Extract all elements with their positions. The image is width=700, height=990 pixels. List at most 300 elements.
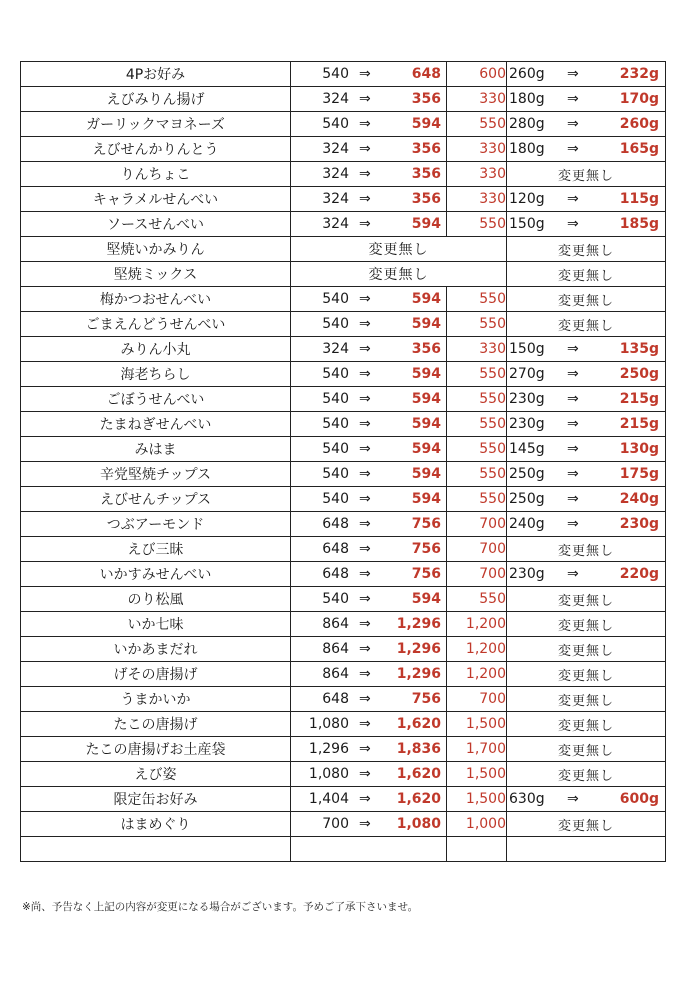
new-price: 594 [411, 366, 441, 382]
arrow-icon: ⇒ [359, 816, 371, 832]
base-price: 1,700 [447, 737, 507, 762]
arrow-icon: ⇒ [359, 391, 371, 407]
old-price: 648 [322, 541, 349, 557]
product-name: 4Pお好み [21, 62, 291, 87]
new-weight: 215g [619, 391, 659, 407]
old-weight: 250g [509, 466, 545, 482]
old-price: 540 [322, 116, 349, 132]
arrow-icon: ⇒ [359, 741, 371, 757]
arrow-icon: ⇒ [359, 166, 371, 182]
price-cell [291, 762, 447, 787]
price-cell [291, 512, 447, 537]
arrow-icon: ⇒ [567, 466, 579, 482]
old-price: 540 [322, 416, 349, 432]
arrow-icon: ⇒ [359, 216, 371, 232]
product-name: いかあまだれ [21, 637, 291, 662]
new-weight: 215g [619, 416, 659, 432]
arrow-icon: ⇒ [359, 341, 371, 357]
new-price: 594 [411, 441, 441, 457]
product-name: みはま [21, 437, 291, 462]
product-name: たこの唐揚げ [21, 712, 291, 737]
arrow-icon: ⇒ [359, 91, 371, 107]
new-price: 594 [411, 291, 441, 307]
table-row [21, 787, 666, 812]
base-price: 1,200 [447, 662, 507, 687]
old-weight: 270g [509, 366, 545, 382]
table-row [21, 337, 666, 362]
new-price: 594 [411, 316, 441, 332]
new-weight: 260g [619, 116, 659, 132]
base-price: 330 [447, 162, 507, 187]
product-name: ソースせんべい [21, 212, 291, 237]
arrow-icon: ⇒ [359, 316, 371, 332]
base-price: 550 [447, 487, 507, 512]
base-price: 700 [447, 537, 507, 562]
new-price: 356 [411, 141, 441, 157]
base-price: 700 [447, 562, 507, 587]
table-row [21, 612, 666, 637]
new-price: 356 [411, 341, 441, 357]
weight-cell [507, 587, 666, 612]
old-price: 540 [322, 441, 349, 457]
old-weight: 150g [509, 341, 545, 357]
old-price: 1,080 [308, 716, 349, 732]
new-price: 356 [411, 166, 441, 182]
arrow-icon: ⇒ [359, 641, 371, 657]
base-price: 550 [447, 287, 507, 312]
price-cell [291, 187, 447, 212]
weight-cell [507, 662, 666, 687]
product-name: えび姿 [21, 762, 291, 787]
weight-cell [507, 337, 666, 362]
table-row [21, 837, 666, 862]
product-name: えび三昧 [21, 537, 291, 562]
old-weight: 280g [509, 116, 545, 132]
price-cell [291, 637, 447, 662]
weight-unchanged: 変更無し [557, 293, 614, 309]
price-cell [291, 787, 447, 812]
arrow-icon: ⇒ [359, 541, 371, 557]
table-row [21, 487, 666, 512]
arrow-icon: ⇒ [359, 691, 371, 707]
product-name: えびせんチップス [21, 487, 291, 512]
weight-cell [507, 612, 666, 637]
arrow-icon: ⇒ [359, 591, 371, 607]
weight-cell [507, 387, 666, 412]
price-cell [291, 587, 447, 612]
price-cell [291, 137, 447, 162]
new-price: 594 [411, 466, 441, 482]
old-price: 324 [322, 191, 349, 207]
price-cell [291, 62, 447, 87]
old-weight: 180g [509, 141, 545, 157]
weight-cell [507, 62, 666, 87]
old-price: 540 [322, 391, 349, 407]
weight-unchanged: 変更無し [557, 243, 614, 259]
arrow-icon: ⇒ [567, 341, 579, 357]
table-row [21, 462, 666, 487]
price-cell [291, 337, 447, 362]
new-weight: 165g [619, 141, 659, 157]
table-row [21, 812, 666, 837]
table-row [21, 512, 666, 537]
base-price: 1,000 [447, 812, 507, 837]
weight-cell [507, 362, 666, 387]
weight-unchanged: 変更無し [557, 718, 614, 734]
price-cell [291, 687, 447, 712]
price-cell [291, 737, 447, 762]
new-weight: 240g [619, 491, 659, 507]
product-name: ごまえんどうせんべい [21, 312, 291, 337]
old-price: 864 [322, 616, 349, 632]
product-name: はまめぐり [21, 812, 291, 837]
weight-cell [507, 812, 666, 837]
arrow-icon: ⇒ [359, 616, 371, 632]
base-price [447, 837, 507, 862]
new-price: 1,296 [396, 666, 441, 682]
base-price: 550 [447, 362, 507, 387]
arrow-icon: ⇒ [567, 416, 579, 432]
arrow-icon: ⇒ [359, 516, 371, 532]
new-price: 756 [411, 541, 441, 557]
new-weight: 130g [619, 441, 659, 457]
base-price: 1,200 [447, 637, 507, 662]
arrow-icon: ⇒ [359, 491, 371, 507]
base-price: 550 [447, 437, 507, 462]
weight-unchanged: 変更無し [557, 168, 614, 184]
table-row [21, 562, 666, 587]
new-weight: 185g [619, 216, 659, 232]
base-price: 330 [447, 87, 507, 112]
arrow-icon: ⇒ [567, 516, 579, 532]
table-row [21, 87, 666, 112]
weight-cell [507, 137, 666, 162]
table-row [21, 262, 666, 287]
table-row [21, 587, 666, 612]
product-name: のり松風 [21, 587, 291, 612]
weight-cell [507, 712, 666, 737]
arrow-icon: ⇒ [567, 91, 579, 107]
weight-cell [507, 637, 666, 662]
base-price: 550 [447, 587, 507, 612]
base-price: 330 [447, 337, 507, 362]
arrow-icon: ⇒ [359, 141, 371, 157]
new-price: 356 [411, 191, 441, 207]
new-weight: 175g [619, 466, 659, 482]
arrow-icon: ⇒ [359, 666, 371, 682]
product-name: いか七味 [21, 612, 291, 637]
product-name: たこの唐揚げお土産袋 [21, 737, 291, 762]
new-price: 1,836 [396, 741, 441, 757]
new-price: 1,620 [396, 716, 441, 732]
price-unchanged: 変更無し [291, 262, 507, 287]
base-price: 1,200 [447, 612, 507, 637]
old-price: 540 [322, 316, 349, 332]
price-cell [291, 537, 447, 562]
table-row [21, 662, 666, 687]
price-cell [291, 162, 447, 187]
arrow-icon: ⇒ [359, 191, 371, 207]
weight-cell [507, 312, 666, 337]
new-weight: 250g [619, 366, 659, 382]
new-price: 1,296 [396, 616, 441, 632]
arrow-icon: ⇒ [359, 441, 371, 457]
table-row [21, 287, 666, 312]
base-price: 330 [447, 187, 507, 212]
new-price: 756 [411, 516, 441, 532]
new-price: 648 [411, 66, 441, 82]
old-weight: 250g [509, 491, 545, 507]
table-row [21, 62, 666, 87]
arrow-icon: ⇒ [567, 441, 579, 457]
new-price: 1,620 [396, 791, 441, 807]
product-name [21, 837, 291, 862]
price-cell [291, 412, 447, 437]
product-name: キャラメルせんべい [21, 187, 291, 212]
table-row [21, 112, 666, 137]
old-price: 540 [322, 66, 349, 82]
product-name: たまねぎせんべい [21, 412, 291, 437]
weight-cell [507, 162, 666, 187]
base-price: 1,500 [447, 712, 507, 737]
weight-cell [507, 562, 666, 587]
new-price: 594 [411, 491, 441, 507]
table-row [21, 237, 666, 262]
new-price: 594 [411, 591, 441, 607]
arrow-icon: ⇒ [567, 791, 579, 807]
old-price: 648 [322, 566, 349, 582]
old-price: 648 [322, 691, 349, 707]
arrow-icon: ⇒ [567, 191, 579, 207]
weight-cell [507, 737, 666, 762]
new-weight: 135g [619, 341, 659, 357]
old-weight: 630g [509, 791, 545, 807]
price-cell [291, 612, 447, 637]
arrow-icon: ⇒ [567, 66, 579, 82]
arrow-icon: ⇒ [567, 491, 579, 507]
product-name: りんちょこ [21, 162, 291, 187]
old-price: 700 [322, 816, 349, 832]
arrow-icon: ⇒ [359, 291, 371, 307]
new-price: 594 [411, 391, 441, 407]
base-price: 550 [447, 112, 507, 137]
old-price: 324 [322, 141, 349, 157]
table-row [21, 737, 666, 762]
old-price: 1,080 [308, 766, 349, 782]
weight-cell [507, 487, 666, 512]
product-name: みりん小丸 [21, 337, 291, 362]
new-weight: 230g [619, 516, 659, 532]
weight-cell [507, 187, 666, 212]
table-row [21, 362, 666, 387]
base-price: 1,500 [447, 762, 507, 787]
base-price: 600 [447, 62, 507, 87]
weight-unchanged: 変更無し [557, 818, 614, 834]
weight-cell [507, 262, 666, 287]
old-price: 324 [322, 341, 349, 357]
new-weight: 232g [619, 66, 659, 82]
base-price: 700 [447, 687, 507, 712]
price-cell [291, 387, 447, 412]
table-row [21, 137, 666, 162]
old-price: 540 [322, 366, 349, 382]
weight-cell [507, 537, 666, 562]
weight-cell [507, 112, 666, 137]
old-price: 864 [322, 666, 349, 682]
new-price: 1,080 [396, 816, 441, 832]
table-row [21, 762, 666, 787]
arrow-icon: ⇒ [359, 766, 371, 782]
old-weight: 150g [509, 216, 545, 232]
old-price: 1,296 [308, 741, 349, 757]
weight-unchanged: 変更無し [557, 318, 614, 334]
old-weight: 260g [509, 66, 545, 82]
price-table-body [21, 62, 666, 862]
table-row [21, 387, 666, 412]
weight-cell [507, 212, 666, 237]
price-cell [291, 362, 447, 387]
base-price: 550 [447, 212, 507, 237]
new-price: 356 [411, 91, 441, 107]
product-name: いかすみせんべい [21, 562, 291, 587]
arrow-icon: ⇒ [359, 366, 371, 382]
weight-unchanged: 変更無し [557, 768, 614, 784]
weight-unchanged: 変更無し [557, 618, 614, 634]
weight-cell [507, 687, 666, 712]
table-row [21, 637, 666, 662]
table-row [21, 212, 666, 237]
weight-unchanged: 変更無し [557, 543, 614, 559]
old-weight: 240g [509, 516, 545, 532]
table-row [21, 162, 666, 187]
base-price: 1,500 [447, 787, 507, 812]
old-price: 324 [322, 91, 349, 107]
weight-cell [507, 512, 666, 537]
weight-cell [507, 437, 666, 462]
arrow-icon: ⇒ [359, 791, 371, 807]
weight-unchanged: 変更無し [557, 268, 614, 284]
price-cell [291, 312, 447, 337]
new-price: 594 [411, 216, 441, 232]
old-weight: 230g [509, 416, 545, 432]
price-cell [291, 462, 447, 487]
price-cell [291, 662, 447, 687]
price-cell [291, 212, 447, 237]
table-row [21, 712, 666, 737]
price-cell [291, 487, 447, 512]
arrow-icon: ⇒ [359, 416, 371, 432]
weight-cell [507, 787, 666, 812]
product-name: 辛党堅焼チップス [21, 462, 291, 487]
new-price: 756 [411, 691, 441, 707]
weight-cell [507, 412, 666, 437]
product-name: 限定缶お好み [21, 787, 291, 812]
weight-unchanged: 変更無し [557, 668, 614, 684]
table-row [21, 312, 666, 337]
price-cell [291, 112, 447, 137]
weight-cell [507, 462, 666, 487]
product-name: 堅焼いかみりん [21, 237, 291, 262]
new-price: 756 [411, 566, 441, 582]
table-row [21, 187, 666, 212]
old-price: 324 [322, 216, 349, 232]
price-cell [291, 812, 447, 837]
product-name: 海老ちらし [21, 362, 291, 387]
product-name: げその唐揚げ [21, 662, 291, 687]
weight-cell [507, 237, 666, 262]
arrow-icon: ⇒ [567, 566, 579, 582]
new-price: 594 [411, 116, 441, 132]
arrow-icon: ⇒ [359, 566, 371, 582]
footnote: ※尚、予告なく上記の内容が変更になる場合がございます。予めご了承下さいませ。 [22, 901, 419, 913]
old-price: 540 [322, 591, 349, 607]
old-weight: 230g [509, 566, 545, 582]
old-weight: 230g [509, 391, 545, 407]
weight-cell [507, 762, 666, 787]
base-price: 550 [447, 462, 507, 487]
new-weight: 170g [619, 91, 659, 107]
product-name: えびみりん揚げ [21, 87, 291, 112]
price-cell [291, 712, 447, 737]
arrow-icon: ⇒ [567, 366, 579, 382]
old-weight: 180g [509, 91, 545, 107]
base-price: 550 [447, 412, 507, 437]
table-row [21, 687, 666, 712]
arrow-icon: ⇒ [567, 391, 579, 407]
old-weight: 145g [509, 441, 545, 457]
table-row [21, 412, 666, 437]
arrow-icon: ⇒ [567, 116, 579, 132]
price-cell [291, 562, 447, 587]
weight-unchanged: 変更無し [557, 693, 614, 709]
table-row [21, 437, 666, 462]
arrow-icon: ⇒ [359, 116, 371, 132]
weight-unchanged: 変更無し [557, 593, 614, 609]
product-name: 堅焼ミックス [21, 262, 291, 287]
base-price: 550 [447, 387, 507, 412]
new-weight: 220g [619, 566, 659, 582]
product-name: つぶアーモンド [21, 512, 291, 537]
old-price: 540 [322, 491, 349, 507]
product-name: うまかいか [21, 687, 291, 712]
weight-unchanged: 変更無し [557, 743, 614, 759]
old-weight: 120g [509, 191, 545, 207]
product-name: 梅かつおせんべい [21, 287, 291, 312]
old-price: 864 [322, 641, 349, 657]
base-price: 330 [447, 137, 507, 162]
arrow-icon: ⇒ [359, 466, 371, 482]
table-row [21, 537, 666, 562]
price-cell [291, 287, 447, 312]
new-price: 594 [411, 416, 441, 432]
product-name: えびせんかりんとう [21, 137, 291, 162]
arrow-icon: ⇒ [359, 716, 371, 732]
old-price: 324 [322, 166, 349, 182]
new-weight: 600g [619, 791, 659, 807]
base-price: 700 [447, 512, 507, 537]
new-price: 1,296 [396, 641, 441, 657]
product-name: ごぼうせんべい [21, 387, 291, 412]
price-cell [291, 437, 447, 462]
old-price: 540 [322, 466, 349, 482]
old-price: 1,404 [308, 791, 349, 807]
price-table [20, 61, 666, 862]
base-price: 550 [447, 312, 507, 337]
arrow-icon: ⇒ [567, 141, 579, 157]
price-cell [291, 837, 447, 862]
old-price: 648 [322, 516, 349, 532]
weight-cell [507, 87, 666, 112]
